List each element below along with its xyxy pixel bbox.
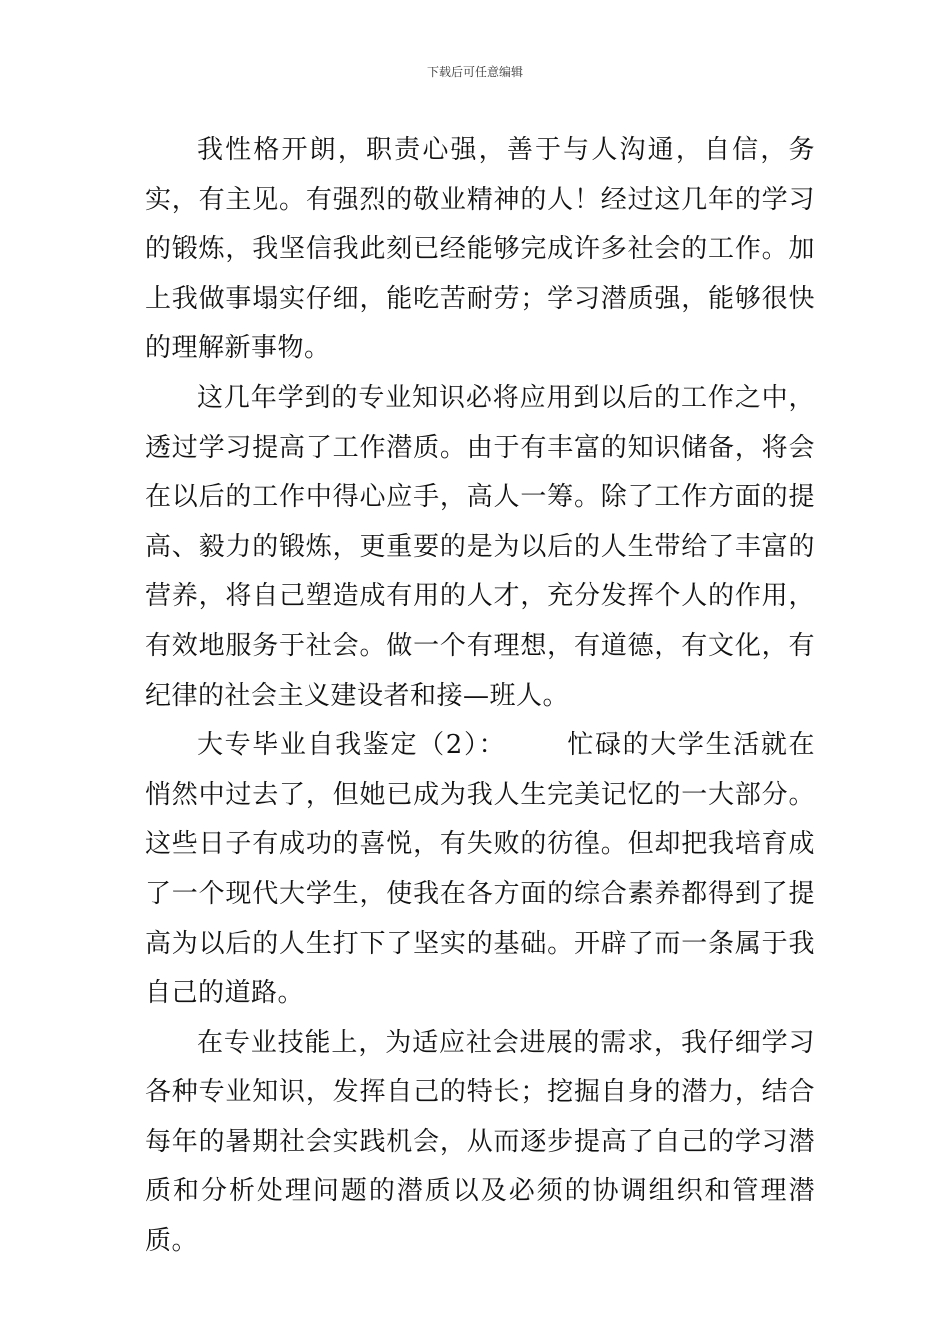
paragraph-knowledge: 这几年学到的专业知识必将应用到以后的工作之中，透过学习提高了工作潜质。由于有丰富的知识储备，将会在以后的工作中得心应手，高人一筹。除了工作方面的提高、毅力的锻炼，更重要的是为以后的人生带给了丰富的营养，将自己塑造成有用的人才，充分发挥个人的作用，有效地服务于社会。做一个有理想，有道德，有文化，有纪律的社会主义建设者和接—班人。 xyxy=(145,382,815,711)
header-note: 下载后可任意编辑 xyxy=(426,65,523,79)
paragraph-professional-skills: 在专业技能上，为适应社会进展的需求，我仔细学习各种专业知识，发挥自己的特长；挖掘自身的潜力，结合每年的暑期社会实践机会，从而逐步提高了自己的学习潜质和分析处理问题的潜质以及必须的协调组织和管理潜质。 xyxy=(145,1027,815,1257)
paragraph-self-assessment xyxy=(145,721,815,1019)
document-body xyxy=(145,126,815,1267)
paragraph-personality: 我性格开朗，职责心强，善于与人沟通，自信，务实，有主见。有强烈的敬业精神的人！经过这几年的学习的锻炼，我坚信我此刻已经能够完成许多社会的工作。加上我做事塌实仔细，能吃苦耐劳；学习潜质强，能够很快的理解新事物。 xyxy=(145,135,815,364)
section-heading: 大专毕业自我鉴定（2）： xyxy=(197,730,507,761)
section-text: 忙碌的大学生活就在悄然中过去了，但她已成为我人生完美记忆的一大部分。这些日子有成功的喜悦，有失败的彷徨。但却把我培育成了一个现代大学生，使我在各方面的综合素养都得到了提高为以后的人生打下了坚实的基础。开辟了而一条属于我自己的道路。 xyxy=(145,730,815,1009)
